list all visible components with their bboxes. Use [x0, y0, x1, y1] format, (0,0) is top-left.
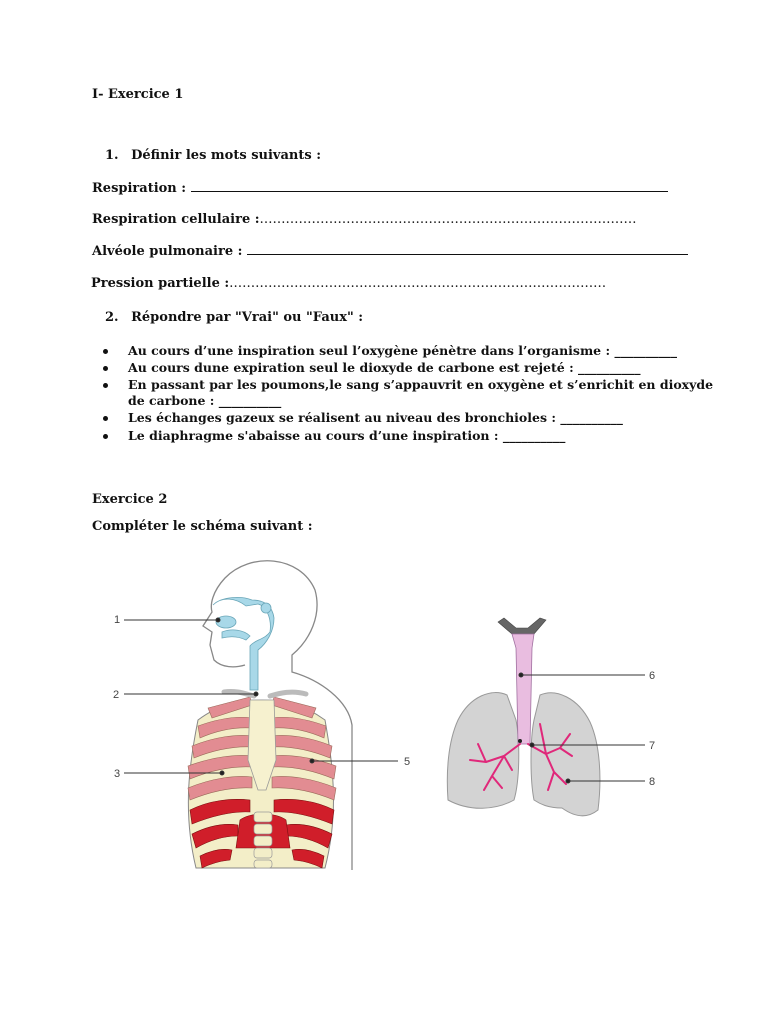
exercise2-title: Exercice 2 [92, 492, 168, 507]
definition-label: Respiration cellulaire : [92, 212, 260, 227]
definition-label: Respiration : [92, 181, 187, 196]
exercise2-instruction: Compléter le schéma suivant : [92, 519, 313, 534]
diagram-label-8: 8 [649, 776, 656, 788]
right-lung [531, 693, 600, 816]
statement-3-continuation: de carbone : __________ [128, 393, 282, 408]
statement-4: Les échanges gazeux se réalisent au niveau des bronchioles : __________ [128, 410, 623, 425]
lungs-diagram [447, 618, 600, 816]
statement-3: En passant par les poumons,le sang s’appauvrit en oxygène et s’enrichit en dioxyde [128, 377, 714, 392]
question2-number: 2. [105, 310, 119, 325]
diagram-label-1: 1 [114, 614, 121, 626]
exercise1-title: I- Exercice 1 [92, 87, 184, 102]
definition-label: Pression partielle : [91, 276, 230, 291]
question1-text: Définir les mots suivants : [131, 148, 321, 163]
question2-text: Répondre par "Vrai" ou "Faux" : [131, 310, 364, 325]
diagram-label-2: 2 [113, 689, 120, 701]
upper-airway [213, 597, 274, 690]
question1-number: 1. [105, 148, 119, 163]
definition-label: Alvéole pulmonaire : [92, 244, 243, 259]
diagram-label-3: 3 [114, 768, 121, 780]
answer-dots[interactable]: …………………………………………………………………………… [259, 212, 637, 227]
answer-dots[interactable]: …………………………………………………………………………… [229, 276, 607, 291]
diagram-label-5: 5 [404, 756, 411, 768]
larynx [498, 618, 546, 634]
statement-2: Au cours dune expiration seul le dioxyde de carbone est rejeté : __________ [128, 360, 641, 375]
diagram-label-6: 6 [649, 670, 656, 682]
ribcage [188, 691, 336, 868]
diagram-label-7: 7 [649, 740, 656, 752]
statement-5: Le diaphragme s'abaisse au cours d’une inspiration : __________ [128, 428, 566, 443]
left-lung [447, 693, 518, 809]
statement-1: Au cours d’une inspiration seul l’oxygène pénètre dans l’organisme : __________ [128, 343, 677, 358]
